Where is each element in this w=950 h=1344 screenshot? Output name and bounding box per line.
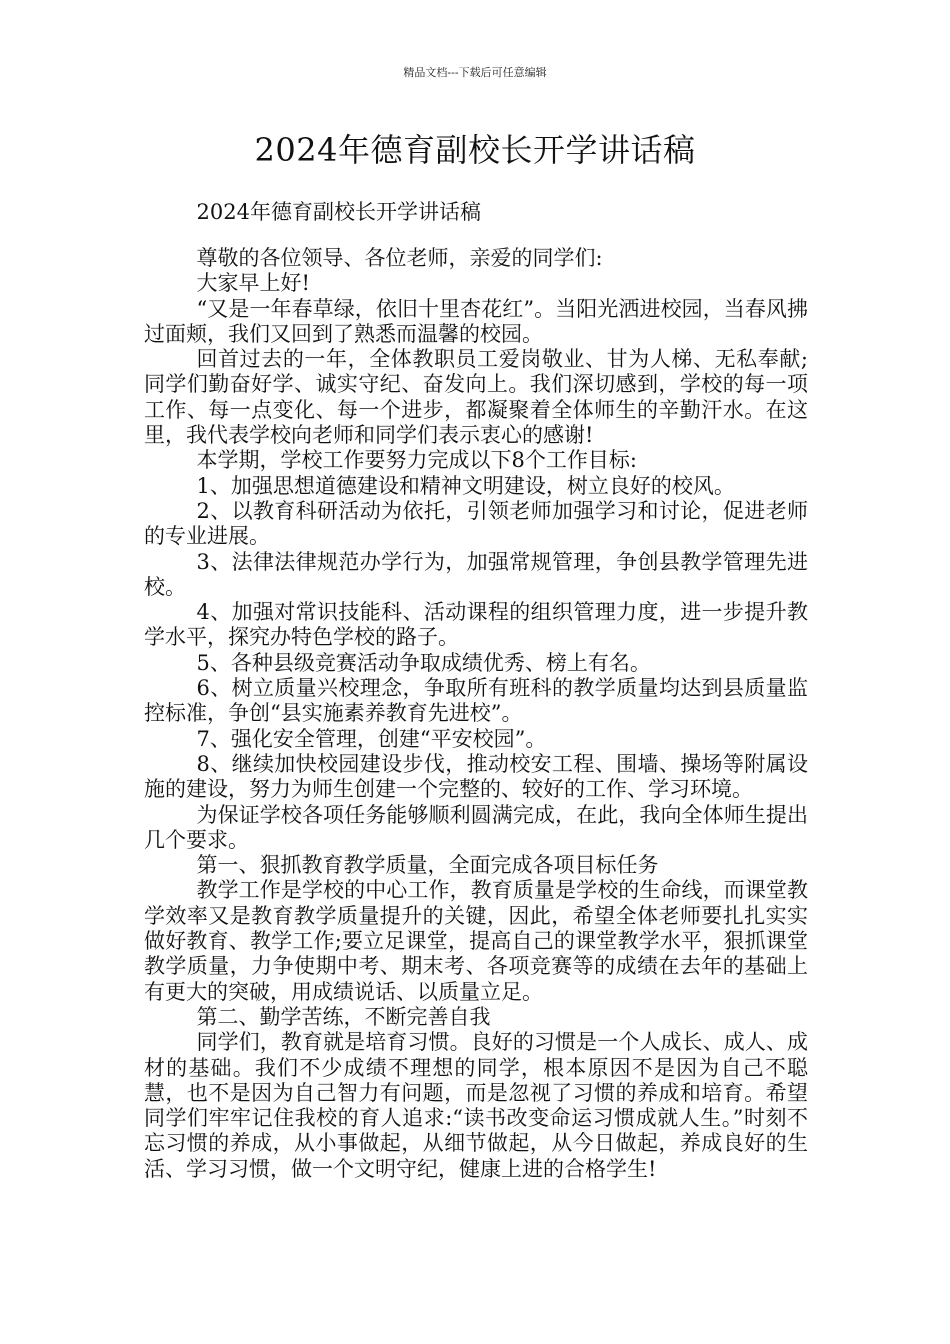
goal-item: 7、强化安全管理，创建“平安校园”。 xyxy=(196,726,547,751)
goal-item: 3、法律法律规范办学行为，加强常规管理，争创县教学管理先进校。 xyxy=(144,549,808,599)
review-paragraph: 回首过去的一年，全体教职员工爱岗敬业、甘为人梯、无私奉献;同学们勤奋好学、诚实守纪、奋发向上。我们深切感到，学校的每一项工作、每一点变化、每一个进步，都凝聚着全体师生的辛勤汗水。在这里，我代表学校向老师和同学们表示衷心的感谢! xyxy=(144,347,808,448)
goal-item: 2、以教育科研活动为依托，引领老师加强学习和讨论，促进老师的专业进展。 xyxy=(144,498,808,549)
section-paragraph: 同学们，教育就是培育习惯。良好的习惯是一个人成长、成人、成材的基础。我们不少成绩不理想的同学，根本原因不是因为自己不聪慧，也不是因为自己智力有问题，而是忽视了习惯的养成和培育。希望同学们牢牢记住我校的育人追求:“读书改变命运习惯成就人生。”时刻不忘习惯的养成，从小事做起，从细节做起，从今日做起，养成良好的生活、学习习惯，做一个文明守纪，健康上进的合格学生! xyxy=(144,1030,808,1181)
goal-item: 8、继续加快校园建设步伐，推动校安工程、围墙、操场等附属设施的建设，努力为师生创建一个完整的、较好的工作、学习环境。 xyxy=(144,751,808,802)
section-heading: 第一、狠抓教育教学质量，全面完成各项目标任务 xyxy=(196,853,659,878)
goal-item: 1、加强思想道德建设和精神文明建设，树立良好的校风。 xyxy=(196,473,735,498)
document-subtitle: 2024年德育副校长开学讲话稿 xyxy=(196,200,481,224)
goal-item: 6、树立质量兴校理念，争取所有班科的教学质量均达到县质量监控标准，争创“县实施素养教育先进校”。 xyxy=(144,676,808,726)
greeting-paragraph: 大家早上好! xyxy=(196,271,310,296)
goal-item: 4、加强对常识技能科、活动课程的组织管理力度，进一步提升教学水平，探究办特色学校的路子。 xyxy=(144,600,808,650)
opening-paragraph: “又是一年春草绿，依旧十里杏花红”。当阳光洒进校园，当春风拂过面颊，我们又回到了熟悉而温馨的校园。 xyxy=(144,296,808,346)
salutation-paragraph: 尊敬的各位领导、各位老师，亲爱的同学们: xyxy=(196,246,603,270)
requirements-intro-paragraph: 为保证学校各项任务能够顺利圆满完成，在此，我向全体师生提出几个要求。 xyxy=(144,802,808,852)
document-body xyxy=(144,198,808,1182)
header-note: 精品文档---下载后可任意编辑 xyxy=(403,66,547,79)
section-paragraph: 教学工作是学校的中心工作，教育质量是学校的生命线，而课堂教学效率又是教育教学质量提升的关键，因此，希望全体老师要扎扎实实做好教育、教学工作;要立足课堂，提高自己的课堂教学水平，狠抓课堂教学质量，力争使期中考、期末考、各项竞赛等的成绩在去年的基础上有更大的突破，用成绩说话、以质量立足。 xyxy=(144,878,808,1004)
goal-item: 5、各种县级竞赛活动争取成绩优秀、榜上有名。 xyxy=(196,650,651,675)
section-heading: 第二、勤学苦练，不断完善自我 xyxy=(196,1004,491,1029)
page-title: 2024年德育副校长开学讲话稿 xyxy=(254,131,696,169)
goals-intro-paragraph: 本学期，学校工作要努力完成以下8个工作目标: xyxy=(196,448,637,473)
